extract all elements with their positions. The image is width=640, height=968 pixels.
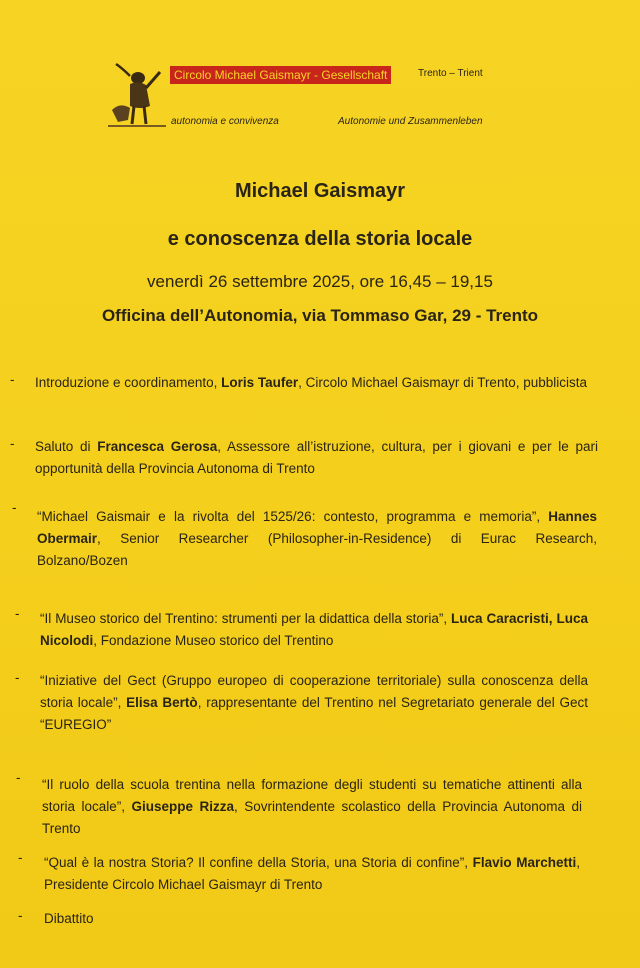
program-item: Introduzione e coordinamento, Loris Taufer, Circolo Michael Gaismayr di Trento, pubblicista [35, 375, 587, 390]
event-date-time: venerdì 26 settembre 2025, ore 16,45 – 19,15 [147, 272, 493, 291]
bullet-dash: - [18, 908, 23, 923]
program-item: Dibattito [44, 911, 94, 926]
organization-name: Circolo Michael Gaismayr - Gesellschaft [170, 66, 391, 84]
program-item: “Qual è la nostra Storia? Il confine della Storia, una Storia di confine”, Flavio Marchetti, Presidente Circolo Michael Gaismayr di Trento [44, 855, 580, 892]
bullet-dash: - [16, 770, 21, 785]
motto-italian: autonomia e convivenza [171, 116, 279, 127]
gaismayr-figure-logo-icon [108, 58, 166, 128]
bullet-dash: - [15, 606, 20, 621]
bullet-dash: - [10, 436, 15, 451]
program-item: “Il Museo storico del Trentino: strumenti per la didattica della storia”, Luca Caracristi, Luca Nicolodi, Fondazione Museo storico del Trentino [40, 611, 588, 648]
motto-german: Autonomie und Zusammenleben [338, 116, 483, 127]
bullet-dash: - [10, 372, 15, 387]
program-item: “Iniziative del Gect (Gruppo europeo di cooperazione territoriale) sulla conoscenza della storia locale”, Elisa Bertò, rappresentante del Trentino nel Segretariato generale del Gect “EUREGIO” [40, 673, 588, 732]
program-item: “Michael Gaismair e la rivolta del 1525/26: contesto, programma e memoria”, Hannes Obermair, Senior Researcher (Philosopher-in-Residence) di Eurac Research, Bolzano/Bozen [37, 509, 597, 568]
organization-header [108, 58, 508, 138]
bullet-dash: - [18, 850, 23, 865]
program-item: Saluto di Francesca Gerosa, Assessore all’istruzione, cultura, per i giovani e per le pari opportunità della Provincia Autonoma di Trento [35, 439, 599, 476]
bullet-dash: - [15, 670, 20, 685]
organization-city: Trento – Trient [418, 68, 483, 79]
event-subtitle: e conoscenza della storia locale [167, 228, 473, 250]
bullet-dash: - [12, 500, 17, 515]
event-location: Officina dell’Autonomia, via Tommaso Gar, 29 - Trento [101, 306, 539, 325]
program-item: “Il ruolo della scuola trentina nella formazione degli studenti su tematiche attinenti alla storia locale”, Giuseppe Rizza, Sovrintendente scolastico della Provincia Autonoma di Trento [42, 777, 582, 836]
event-title: Michael Gaismayr [234, 180, 406, 202]
